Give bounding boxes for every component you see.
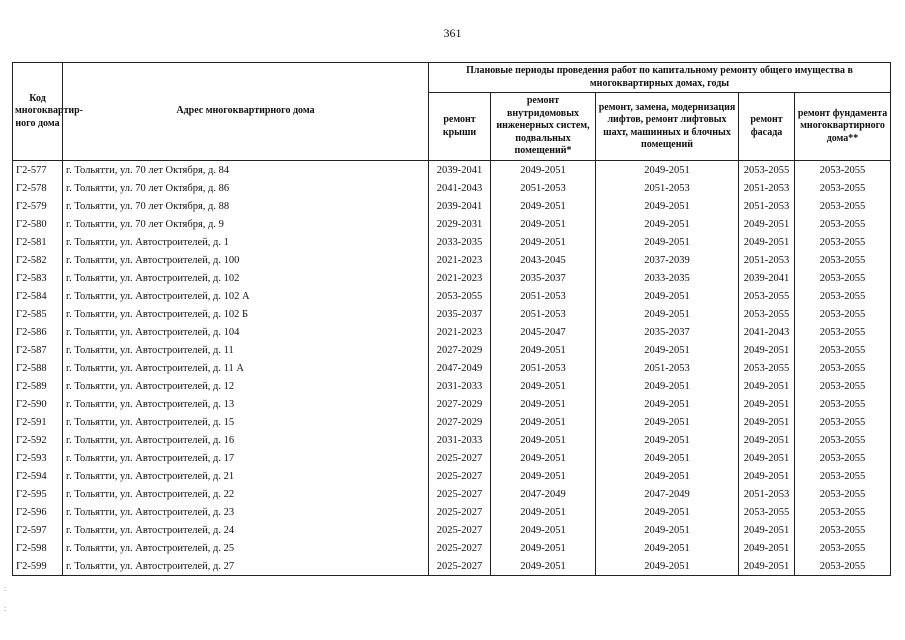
page-number: 361 <box>443 26 462 40</box>
cell-facade-repair: 2051-2053 <box>739 251 795 269</box>
cell-address: г. Тольятти, ул. Автостроителей, д. 11 <box>63 341 429 359</box>
cell-foundation-repair: 2053-2055 <box>795 269 891 287</box>
cell-code: Г2-590 <box>13 395 63 413</box>
cell-roof-repair: 2027-2029 <box>429 341 491 359</box>
cell-foundation-repair: 2053-2055 <box>795 521 891 539</box>
cell-engineering-repair: 2049-2051 <box>491 467 596 485</box>
cell-engineering-repair: 2051-2053 <box>491 359 596 377</box>
cell-foundation-repair: 2053-2055 <box>795 395 891 413</box>
cell-engineering-repair: 2049-2051 <box>491 413 596 431</box>
cell-address: г. Тольятти, ул. Автостроителей, д. 23 <box>63 503 429 521</box>
cell-foundation-repair: 2053-2055 <box>795 467 891 485</box>
cell-code: Г2-588 <box>13 359 63 377</box>
cell-foundation-repair: 2053-2055 <box>795 539 891 557</box>
cell-code: Г2-578 <box>13 179 63 197</box>
cell-code: Г2-584 <box>13 287 63 305</box>
cell-elevator-repair: 2049-2051 <box>596 467 739 485</box>
cell-elevator-repair: 2049-2051 <box>596 521 739 539</box>
cell-code: Г2-585 <box>13 305 63 323</box>
cell-address: г. Тольятти, ул. 70 лет Октября, д. 84 <box>63 161 429 180</box>
cell-elevator-repair: 2035-2037 <box>596 323 739 341</box>
header-engineering-systems-repair: ремонт внутридомовых инженерных систем, подвальных помещений* <box>491 93 596 161</box>
cell-code: Г2-599 <box>13 557 63 576</box>
cell-code: Г2-589 <box>13 377 63 395</box>
cell-foundation-repair: 2053-2055 <box>795 449 891 467</box>
cell-facade-repair: 2049-2051 <box>739 341 795 359</box>
table-body <box>13 161 891 576</box>
cell-address: г. Тольятти, ул. Автостроителей, д. 102 А <box>63 287 429 305</box>
cell-roof-repair: 2021-2023 <box>429 269 491 287</box>
cell-roof-repair: 2035-2037 <box>429 305 491 323</box>
cell-foundation-repair: 2053-2055 <box>795 233 891 251</box>
cell-code: Г2-594 <box>13 467 63 485</box>
cell-roof-repair: 2029-2031 <box>429 215 491 233</box>
cell-facade-repair: 2051-2053 <box>739 197 795 215</box>
cell-engineering-repair: 2049-2051 <box>491 215 596 233</box>
cell-engineering-repair: 2049-2051 <box>491 233 596 251</box>
table-row <box>13 251 891 269</box>
cell-elevator-repair: 2049-2051 <box>596 305 739 323</box>
cell-facade-repair: 2053-2055 <box>739 305 795 323</box>
cell-address: г. Тольятти, ул. Автостроителей, д. 15 <box>63 413 429 431</box>
cell-address: г. Тольятти, ул. Автостроителей, д. 12 <box>63 377 429 395</box>
cell-address: г. Тольятти, ул. Автостроителей, д. 100 <box>63 251 429 269</box>
cell-address: г. Тольятти, ул. 70 лет Октября, д. 9 <box>63 215 429 233</box>
cell-facade-repair: 2049-2051 <box>739 215 795 233</box>
cell-address: г. Тольятти, ул. Автостроителей, д. 22 <box>63 485 429 503</box>
cell-address: г. Тольятти, ул. 70 лет Октября, д. 88 <box>63 197 429 215</box>
cell-roof-repair: 2031-2033 <box>429 377 491 395</box>
cell-elevator-repair: 2049-2051 <box>596 197 739 215</box>
cell-code: Г2-580 <box>13 215 63 233</box>
cell-code: Г2-595 <box>13 485 63 503</box>
cell-foundation-repair: 2053-2055 <box>795 287 891 305</box>
cell-engineering-repair: 2049-2051 <box>491 449 596 467</box>
cell-foundation-repair: 2053-2055 <box>795 251 891 269</box>
cell-code: Г2-586 <box>13 323 63 341</box>
table-row <box>13 323 891 341</box>
cell-roof-repair: 2041-2043 <box>429 179 491 197</box>
cell-roof-repair: 2027-2029 <box>429 413 491 431</box>
cell-address: г. Тольятти, ул. Автостроителей, д. 102 <box>63 269 429 287</box>
cell-foundation-repair: 2053-2055 <box>795 161 891 180</box>
cell-elevator-repair: 2049-2051 <box>596 539 739 557</box>
cell-address: г. Тольятти, ул. Автостроителей, д. 1 <box>63 233 429 251</box>
table-row <box>13 305 891 323</box>
cell-facade-repair: 2049-2051 <box>739 233 795 251</box>
cell-engineering-repair: 2051-2053 <box>491 287 596 305</box>
table-row <box>13 449 891 467</box>
cell-elevator-repair: 2049-2051 <box>596 377 739 395</box>
cell-roof-repair: 2047-2049 <box>429 359 491 377</box>
cell-facade-repair: 2049-2051 <box>739 413 795 431</box>
cell-address: г. Тольятти, ул. Автостроителей, д. 13 <box>63 395 429 413</box>
header-elevator-repair: ремонт, замена, модернизация лифтов, ремонт лифтовых шахт, машинных и блочных помещений <box>596 93 739 161</box>
cell-roof-repair: 2039-2041 <box>429 161 491 180</box>
cell-foundation-repair: 2053-2055 <box>795 197 891 215</box>
cell-foundation-repair: 2053-2055 <box>795 341 891 359</box>
cell-address: г. Тольятти, ул. Автостроителей, д. 11 А <box>63 359 429 377</box>
cell-address: г. Тольятти, ул. Автостроителей, д. 16 <box>63 431 429 449</box>
cell-facade-repair: 2049-2051 <box>739 521 795 539</box>
cell-address: г. Тольятти, ул. Автостроителей, д. 102 Б <box>63 305 429 323</box>
capital-repair-schedule-table <box>12 62 891 576</box>
table-row <box>13 413 891 431</box>
header-roof-repair: ремонт крыши <box>429 93 491 161</box>
cell-facade-repair: 2051-2053 <box>739 485 795 503</box>
cell-engineering-repair: 2035-2037 <box>491 269 596 287</box>
header-foundation-repair: ремонт фундамента многоквартирного дома** <box>795 93 891 161</box>
cell-address: г. Тольятти, ул. Автостроителей, д. 25 <box>63 539 429 557</box>
cell-elevator-repair: 2047-2049 <box>596 485 739 503</box>
table-row <box>13 161 891 180</box>
cell-address: г. Тольятти, ул. Автостроителей, д. 27 <box>63 557 429 576</box>
cell-elevator-repair: 2033-2035 <box>596 269 739 287</box>
table-row <box>13 197 891 215</box>
cell-foundation-repair: 2053-2055 <box>795 503 891 521</box>
header-code: Код многоквартир-ного дома <box>13 63 63 161</box>
cell-elevator-repair: 2049-2051 <box>596 215 739 233</box>
cell-elevator-repair: 2049-2051 <box>596 287 739 305</box>
scan-margin-mark: : <box>4 584 7 593</box>
cell-engineering-repair: 2049-2051 <box>491 521 596 539</box>
cell-address: г. Тольятти, ул. Автостроителей, д. 17 <box>63 449 429 467</box>
cell-foundation-repair: 2053-2055 <box>795 305 891 323</box>
cell-facade-repair: 2053-2055 <box>739 287 795 305</box>
cell-engineering-repair: 2049-2051 <box>491 539 596 557</box>
cell-facade-repair: 2049-2051 <box>739 467 795 485</box>
cell-engineering-repair: 2049-2051 <box>491 161 596 180</box>
cell-code: Г2-592 <box>13 431 63 449</box>
cell-facade-repair: 2049-2051 <box>739 395 795 413</box>
cell-code: Г2-582 <box>13 251 63 269</box>
cell-roof-repair: 2021-2023 <box>429 251 491 269</box>
cell-engineering-repair: 2051-2053 <box>491 179 596 197</box>
cell-roof-repair: 2027-2029 <box>429 395 491 413</box>
cell-foundation-repair: 2053-2055 <box>795 323 891 341</box>
cell-facade-repair: 2041-2043 <box>739 323 795 341</box>
cell-facade-repair: 2051-2053 <box>739 179 795 197</box>
table-row <box>13 215 891 233</box>
table-row <box>13 485 891 503</box>
cell-elevator-repair: 2051-2053 <box>596 179 739 197</box>
cell-engineering-repair: 2043-2045 <box>491 251 596 269</box>
cell-address: г. Тольятти, ул. Автостроителей, д. 104 <box>63 323 429 341</box>
cell-foundation-repair: 2053-2055 <box>795 179 891 197</box>
cell-engineering-repair: 2049-2051 <box>491 503 596 521</box>
cell-foundation-repair: 2053-2055 <box>795 485 891 503</box>
table-row <box>13 359 891 377</box>
cell-roof-repair: 2025-2027 <box>429 449 491 467</box>
cell-facade-repair: 2053-2055 <box>739 503 795 521</box>
cell-elevator-repair: 2049-2051 <box>596 449 739 467</box>
cell-address: г. Тольятти, ул. 70 лет Октября, д. 86 <box>63 179 429 197</box>
cell-engineering-repair: 2045-2047 <box>491 323 596 341</box>
cell-foundation-repair: 2053-2055 <box>795 215 891 233</box>
cell-facade-repair: 2053-2055 <box>739 359 795 377</box>
cell-roof-repair: 2039-2041 <box>429 197 491 215</box>
cell-roof-repair: 2025-2027 <box>429 557 491 576</box>
cell-roof-repair: 2021-2023 <box>429 323 491 341</box>
cell-roof-repair: 2025-2027 <box>429 467 491 485</box>
cell-elevator-repair: 2037-2039 <box>596 251 739 269</box>
cell-engineering-repair: 2049-2051 <box>491 395 596 413</box>
cell-roof-repair: 2053-2055 <box>429 287 491 305</box>
table-row <box>13 503 891 521</box>
cell-facade-repair: 2053-2055 <box>739 161 795 180</box>
table-row <box>13 233 891 251</box>
cell-elevator-repair: 2051-2053 <box>596 359 739 377</box>
table-row <box>13 179 891 197</box>
cell-roof-repair: 2025-2027 <box>429 485 491 503</box>
cell-roof-repair: 2033-2035 <box>429 233 491 251</box>
table-row <box>13 539 891 557</box>
cell-code: Г2-577 <box>13 161 63 180</box>
cell-engineering-repair: 2049-2051 <box>491 377 596 395</box>
cell-elevator-repair: 2049-2051 <box>596 395 739 413</box>
cell-elevator-repair: 2049-2051 <box>596 413 739 431</box>
cell-engineering-repair: 2049-2051 <box>491 431 596 449</box>
cell-facade-repair: 2049-2051 <box>739 431 795 449</box>
cell-roof-repair: 2025-2027 <box>429 539 491 557</box>
cell-code: Г2-596 <box>13 503 63 521</box>
table-row <box>13 557 891 576</box>
cell-elevator-repair: 2049-2051 <box>596 161 739 180</box>
cell-elevator-repair: 2049-2051 <box>596 503 739 521</box>
cell-foundation-repair: 2053-2055 <box>795 359 891 377</box>
cell-engineering-repair: 2049-2051 <box>491 341 596 359</box>
cell-code: Г2-579 <box>13 197 63 215</box>
table-row <box>13 269 891 287</box>
cell-roof-repair: 2025-2027 <box>429 521 491 539</box>
table-row <box>13 467 891 485</box>
cell-facade-repair: 2049-2051 <box>739 539 795 557</box>
cell-code: Г2-593 <box>13 449 63 467</box>
cell-code: Г2-581 <box>13 233 63 251</box>
table-row <box>13 287 891 305</box>
cell-foundation-repair: 2053-2055 <box>795 431 891 449</box>
table-row <box>13 341 891 359</box>
cell-facade-repair: 2049-2051 <box>739 449 795 467</box>
cell-facade-repair: 2039-2041 <box>739 269 795 287</box>
cell-address: г. Тольятти, ул. Автостроителей, д. 21 <box>63 467 429 485</box>
cell-code: Г2-591 <box>13 413 63 431</box>
cell-foundation-repair: 2053-2055 <box>795 377 891 395</box>
cell-roof-repair: 2025-2027 <box>429 503 491 521</box>
table-row <box>13 395 891 413</box>
cell-facade-repair: 2049-2051 <box>739 557 795 576</box>
cell-elevator-repair: 2049-2051 <box>596 557 739 576</box>
cell-code: Г2-598 <box>13 539 63 557</box>
cell-elevator-repair: 2049-2051 <box>596 341 739 359</box>
cell-elevator-repair: 2049-2051 <box>596 233 739 251</box>
cell-code: Г2-587 <box>13 341 63 359</box>
cell-engineering-repair: 2049-2051 <box>491 197 596 215</box>
cell-address: г. Тольятти, ул. Автостроителей, д. 24 <box>63 521 429 539</box>
header-planned-periods: Плановые периоды проведения работ по капитальному ремонту общего имущества в многоквартирных домах, годы <box>429 63 891 93</box>
cell-foundation-repair: 2053-2055 <box>795 413 891 431</box>
table-row <box>13 431 891 449</box>
cell-engineering-repair: 2047-2049 <box>491 485 596 503</box>
cell-roof-repair: 2031-2033 <box>429 431 491 449</box>
table-row <box>13 377 891 395</box>
table-row <box>13 521 891 539</box>
header-facade-repair: ремонт фасада <box>739 93 795 161</box>
cell-foundation-repair: 2053-2055 <box>795 557 891 576</box>
cell-code: Г2-597 <box>13 521 63 539</box>
header-address: Адрес многоквартирного дома <box>63 63 429 161</box>
cell-facade-repair: 2049-2051 <box>739 377 795 395</box>
cell-engineering-repair: 2051-2053 <box>491 305 596 323</box>
cell-code: Г2-583 <box>13 269 63 287</box>
cell-elevator-repair: 2049-2051 <box>596 431 739 449</box>
scan-margin-mark: : <box>4 604 7 613</box>
cell-engineering-repair: 2049-2051 <box>491 557 596 576</box>
